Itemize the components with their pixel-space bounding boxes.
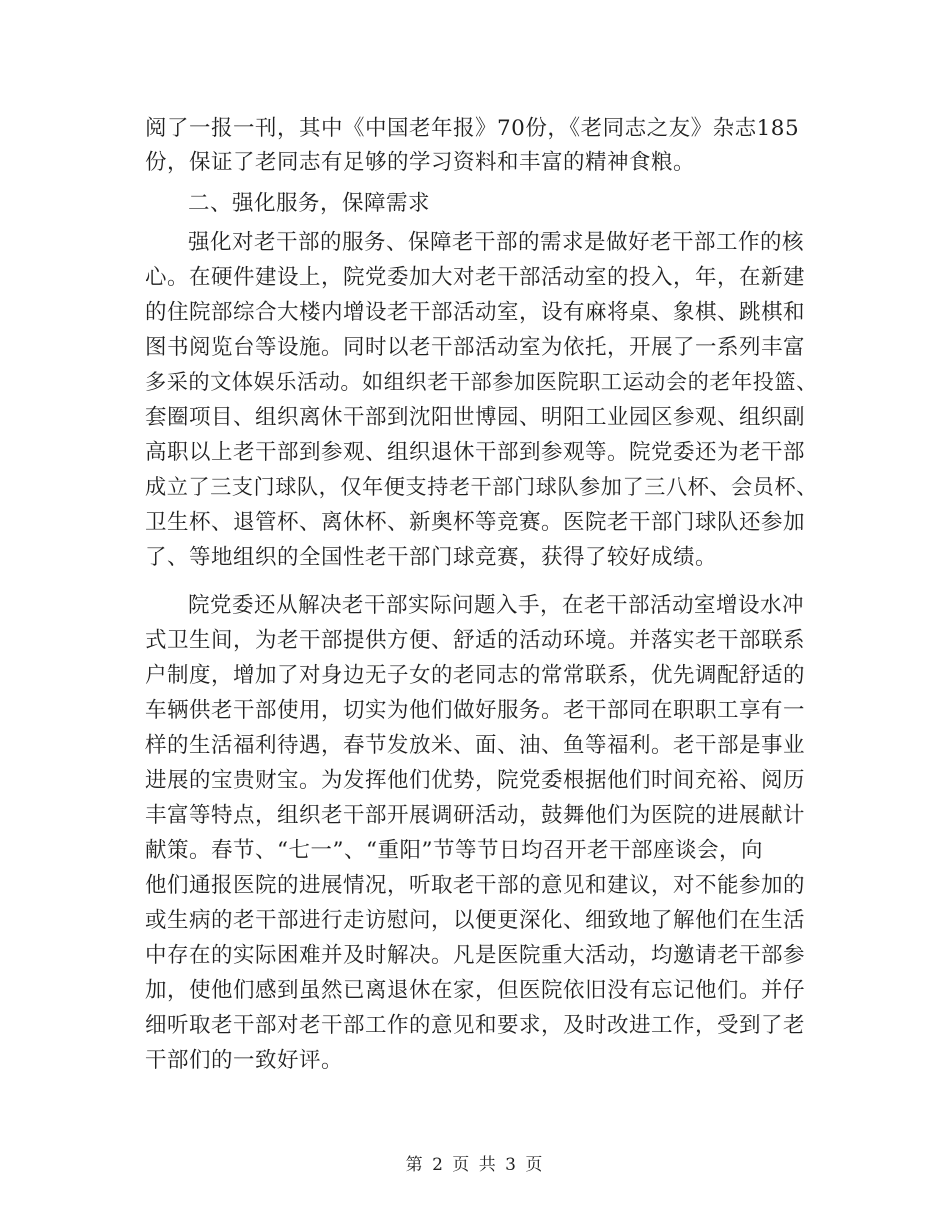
body-text-line: 车辆供老干部使用，切实为他们做好服务。老干部同在职职工享有一 [145, 698, 806, 723]
body-text-line: 阅了一报一刊，其中《中国老年报》70份，《老同志之友》杂志185 [145, 116, 800, 141]
body-text-line: 式卫生间，为老干部提供方便、舒适的活动环境。并落实老干部联系 [145, 628, 806, 653]
body-text-line: 份，保证了老同志有足够的学习资料和丰富的精神食粮。 [145, 150, 696, 175]
body-text-line: 了、等地组织的全国性老干部门球竞赛，获得了较好成绩。 [145, 545, 718, 570]
body-text-line: 样的生活福利待遇，春节发放米、面、油、鱼等福利。老干部是事业 [145, 733, 806, 758]
body-text-line: 心。在硬件建设上，院党委加大对老干部活动室的投入，年，在新建 [145, 265, 806, 290]
page-number-footer: 第 2 页 共 3 页 [405, 1155, 545, 1175]
body-text-line: 多采的文体娱乐活动。如组织老干部参加医院职工运动会的老年投篮、 [145, 370, 818, 395]
body-text-line: 卫生杯、退管杯、离休杯、新奥杯等竞赛。医院老干部门球队还参加 [145, 510, 806, 535]
body-text-line: 成立了三支门球队，仅年便支持老干部门球队参加了三八杯、会员杯、 [145, 475, 818, 500]
body-text-line: 中存在的实际困难并及时解决。凡是医院重大活动，均邀请老干部参 [145, 943, 806, 968]
body-text-line: 或生病的老干部进行走访慰问，以便更深化、细致地了解他们在生活 [145, 908, 806, 933]
body-text-line: 户制度，增加了对身边无子女的老同志的常常联系，优先调配舒适的 [145, 663, 806, 688]
body-text-line: 图书阅览台等设施。同时以老干部活动室为依托，开展了一系列丰富 [145, 335, 806, 360]
body-text-line: 院党委还从解决老干部实际问题入手，在老干部活动室增设水冲 [188, 593, 805, 618]
body-text-line: 进展的宝贵财宝。为发挥他们优势，院党委根据他们时间充裕、阅历 [145, 768, 806, 793]
body-text-line: 丰富等特点，组织老干部开展调研活动，鼓舞他们为医院的进展献计 [145, 803, 806, 828]
body-text-line: 细听取老干部对老干部工作的意见和要求，及时改进工作，受到了老 [145, 1013, 806, 1038]
body-text-line: 献策。春节、“七一”、“重阳”节等节日均召开老干部座谈会，向 [145, 838, 763, 863]
body-text-line: 的住院部综合大楼内增设老干部活动室，设有麻将桌、象棋、跳棋和 [145, 300, 806, 325]
section-heading: 二、强化服务，保障需求 [188, 191, 431, 216]
body-text-line: 干部们的一致好评。 [145, 1048, 344, 1073]
body-text-line: 套圈项目、组织离休干部到沈阳世博园、明阳工业园区参观、组织副 [145, 405, 806, 430]
body-text-line: 加，使他们感到虽然已离退休在家，但医院依旧没有忘记他们。并仔 [145, 978, 806, 1003]
body-text-line: 高职以上老干部到参观、组织退休干部到参观等。院党委还为老干部 [145, 440, 806, 465]
body-text-line: 他们通报医院的进展情况，听取老干部的意见和建议，对不能参加的 [145, 873, 806, 898]
body-text-line: 强化对老干部的服务、保障老干部的需求是做好老干部工作的核 [188, 230, 805, 255]
